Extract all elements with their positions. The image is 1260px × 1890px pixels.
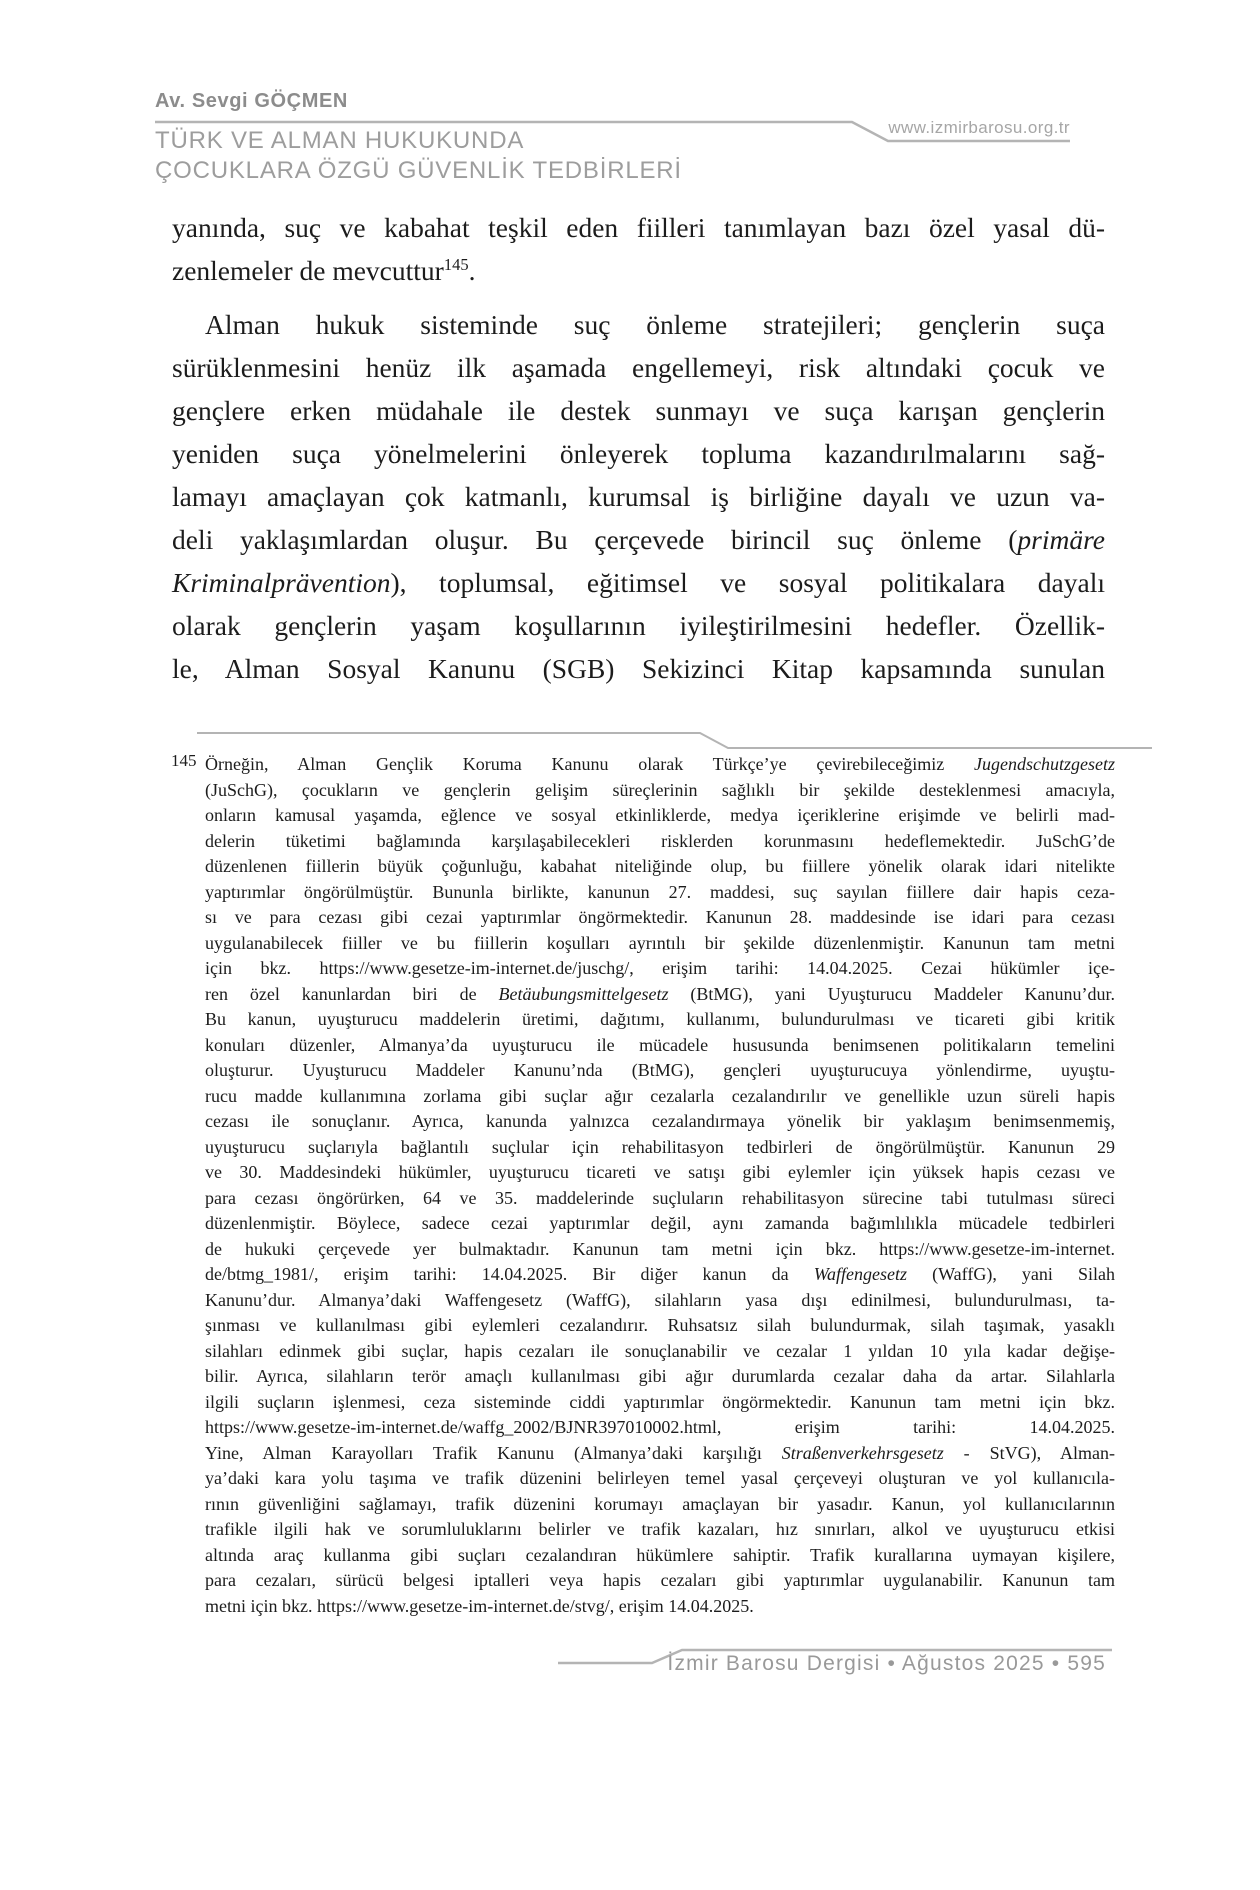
- text-line: lamayı amaçlayan çok katmanlı, kurumsal iş birliğine dayalı ve uzun va-: [172, 481, 1105, 512]
- text-line: metni için bkz. https://www.gesetze-im-internet.de/stvg/, erişim 14.04.2025.: [205, 1595, 754, 1616]
- text-line: delerin tüketimi bağlamında karşılaşabilecekleri risklerden korunmasını hedeflemektedir. JuSchG’de: [205, 830, 1115, 851]
- text-line: cezası ile sonuçlanır. Ayrıca, kanunda yalnızca cezalandırmaya yönelik bir yaklaşım benimsenmemiş,: [205, 1111, 1115, 1131]
- text-line: için bkz. https://www.gesetze-im-internet.de/juschg/, erişim tarihi: 14.04.2025. Cezai hükümler içe-: [205, 958, 1115, 978]
- article-title-line2: ÇOCUKLARA ÖZGÜ GÜVENLİK TEDBİRLERİ: [155, 157, 682, 184]
- text-line: oluşturur. Uyuşturucu Maddeler Kanunu’nda (BtMG), gençleri uyuşturucuya yönlendirme, uyuştu-: [205, 1060, 1115, 1080]
- text-line: şınması ve kullanılması gibi eylemleri cezalandırır. Ruhsatsız silah bulundurmak, silah taşımak, yasaklı: [205, 1315, 1115, 1335]
- footnote-marker: 145: [171, 751, 197, 770]
- article-title-line1: TÜRK VE ALMAN HUKUKUNDA: [155, 127, 525, 154]
- text-line: para cezaları, sürücü belgesi iptalleri veya hapis cezaları gibi yaptırımlar uygulanabilir. Kanunun tam: [205, 1570, 1115, 1590]
- text-line: sı ve para cezası gibi cezai yaptırımlar öngörmektedir. Kanunun 28. maddesinde ise idari para cezası: [205, 907, 1115, 927]
- website-url: www.izmirbarosu.org.tr: [888, 118, 1070, 137]
- text-line: düzenlenmiştir. Böylece, sadece cezai yaptırımlar değil, aynı zamanda bağımlılıkla mücadele tedbirleri: [205, 1213, 1115, 1233]
- text-line: Yine, Alman Karayolları Trafik Kanunu (Almanya’daki karşılığı Straßenverkehrsgesetz - StVG), Alman-: [205, 1442, 1115, 1463]
- text-line: konuları düzenler, Almanya’da uyuşturucu ile mücadele hususunda benimsenen politikaların temelini: [205, 1034, 1115, 1055]
- footnote-separator-rule: [197, 733, 1152, 748]
- body-paragraph-1: [172, 206, 1105, 292]
- text-line: uyuşturucu suçlarıyla bağlantılı suçlular için rehabilitasyon tedbirleri de öngörülmüştür. Kanunun 29: [205, 1136, 1115, 1157]
- text-line: gençlere erken müdahale ile destek sunmayı ve suça karışan gençlerin: [172, 395, 1105, 426]
- text-line: ilgili suçların işlenmesi, ceza sisteminde ciddi yaptırımlar öngörmektedir. Kanunun tam metni için bkz.: [205, 1391, 1115, 1412]
- text-line: altında araç kullanma gibi suçları cezalandıran hükümlere sahiptir. Trafik kurallarına uymayan kişilere,: [205, 1544, 1115, 1565]
- footnote-text: [205, 752, 1115, 1619]
- text-line: onların kamusal yaşamda, eğlence ve sosyal etkinliklerde, medya içeriklerine erişimde ve belirli mad-: [205, 805, 1115, 825]
- text-line: yaptırımlar öngörülmüştür. Bununla birlikte, kanunun 27. maddesi, suç sayılan fiillere dair hapis ceza-: [205, 881, 1115, 902]
- author-name: Av. Sevgi GÖÇMEN: [155, 90, 348, 112]
- text-line: Kanunu’dur. Almanya’daki Waffengesetz (WaffG), silahların yasa dışı edinilmesi, bulundurulması, ta-: [205, 1289, 1115, 1310]
- text-line: https://www.gesetze-im-internet.de/waffg_2002/BJNR397010002.html, erişim tarihi: 14.04.2025.: [205, 1417, 1115, 1437]
- text-line: ve 30. Maddesindeki hükümler, uyuşturucu ticareti ve satışı gibi eylemler için yüksek hapis cezası ve: [205, 1162, 1115, 1182]
- text-line: düzenlenen fiillerin büyük çoğunluğu, kabahat niteliğinde olup, bu fiillere yönelik olarak idari nitelikte: [205, 856, 1115, 876]
- text-line: Kriminalprävention), toplumsal, eğitimsel ve sosyal politikalara dayalı: [172, 567, 1105, 598]
- text-line: yeniden suça yönelmelerini önleyerek topluma kazandırılmalarını sağ-: [172, 438, 1105, 469]
- text-line: ren özel kanunlardan biri de Betäubungsmittelgesetz (BtMG), yani Uyuşturucu Maddeler Kanunu’dur.: [205, 983, 1115, 1004]
- text-line: le, Alman Sosyal Kanunu (SGB) Sekizinci Kitap kapsamında sunulan: [172, 653, 1105, 684]
- text-line: Bu kanun, uyuşturucu maddelerin üretimi, dağıtımı, kullanımı, bulundurulması ve ticareti gibi kritik: [205, 1009, 1115, 1029]
- text-line: bilir. Ayrıca, silahların terör amaçlı kullanılması gibi ağır durumlarda cezalar daha da artar. Silahlarla: [205, 1366, 1115, 1386]
- text-line: deli yaklaşımlardan oluşur. Bu çerçevede birincil suç önleme (primäre: [172, 524, 1105, 555]
- text-line: ya’daki kara yolu taşıma ve trafik düzenini belirleyen temel yasal çerçeveyi oluşturan ve yol kullanıcıla-: [205, 1468, 1115, 1488]
- text-line: Örneğin, Alman Gençlik Koruma Kanunu olarak Türkçe’ye çevirebileceğimiz Jugendschutzgesetz: [205, 754, 1115, 774]
- text-line: sürüklenmesini henüz ilk aşamada engellemeyi, risk altındaki çocuk ve: [172, 352, 1105, 383]
- footnote-145: [171, 751, 1115, 1619]
- text-line: de hukuki çerçevede yer bulmaktadır. Kanunun tam metni için bkz. https://www.gesetze-im-internet.: [205, 1238, 1115, 1259]
- text-line: para cezası öngörürken, 64 ve 35. maddelerinde suçluların rehabilitasyon sürecine tabi tutulması süreci: [205, 1187, 1115, 1208]
- text-line: de/btmg_1981/, erişim tarihi: 14.04.2025. Bir diğer kanun da Waffengesetz (WaffG), yani Silah: [205, 1264, 1115, 1284]
- text-line: olarak gençlerin yaşam koşullarının iyileştirilmesini hedefler. Özellik-: [172, 610, 1105, 641]
- text-line: zenlemeler de mevcuttur$^{145}$.: [172, 254, 476, 286]
- text-line: silahları edinmek gibi suçlar, hapis cezaları ile sonuçlanabilir ve cezalar 1 yıldan 10 yıla kadar değişe-: [205, 1340, 1115, 1361]
- page-footer: İzmir Barosu Dergisi • Ağustos 2025 • 595: [667, 1652, 1106, 1675]
- text-line: trafikle ilgili hak ve sorumluluklarını belirler ve trafik kazaları, hız sınırları, alkol ve uyuşturucu etkisi: [205, 1519, 1115, 1539]
- text-line: yanında, suç ve kabahat teşkil eden fiilleri tanımlayan bazı özel yasal dü-: [172, 212, 1105, 243]
- text-line: Alman hukuk sisteminde suç önleme stratejileri; gençlerin suça: [205, 309, 1105, 340]
- text-line: uygulanabilecek fiiller ve bu fiillerin koşulları ayrıntılı bir şekilde düzenlenmiştir. Kanunun tam metni: [205, 932, 1115, 953]
- text-line: rucu madde kullanımına zorlama gibi suçlar ağır cezalarla cezalandırılır ve genellikle uzun süreli hapis: [205, 1085, 1115, 1106]
- body-paragraph-2: [172, 303, 1105, 690]
- text-line: (JuSchG), çocukların ve gençlerin gelişim süreçlerinin sağlıklı bir şekilde desteklenmesi amacıyla,: [205, 779, 1115, 800]
- text-line: rının güvenliğini sağlamayı, trafik düzenini korumayı amaçlayan bir yasadır. Kanun, yol kullanıcılarının: [205, 1493, 1115, 1514]
